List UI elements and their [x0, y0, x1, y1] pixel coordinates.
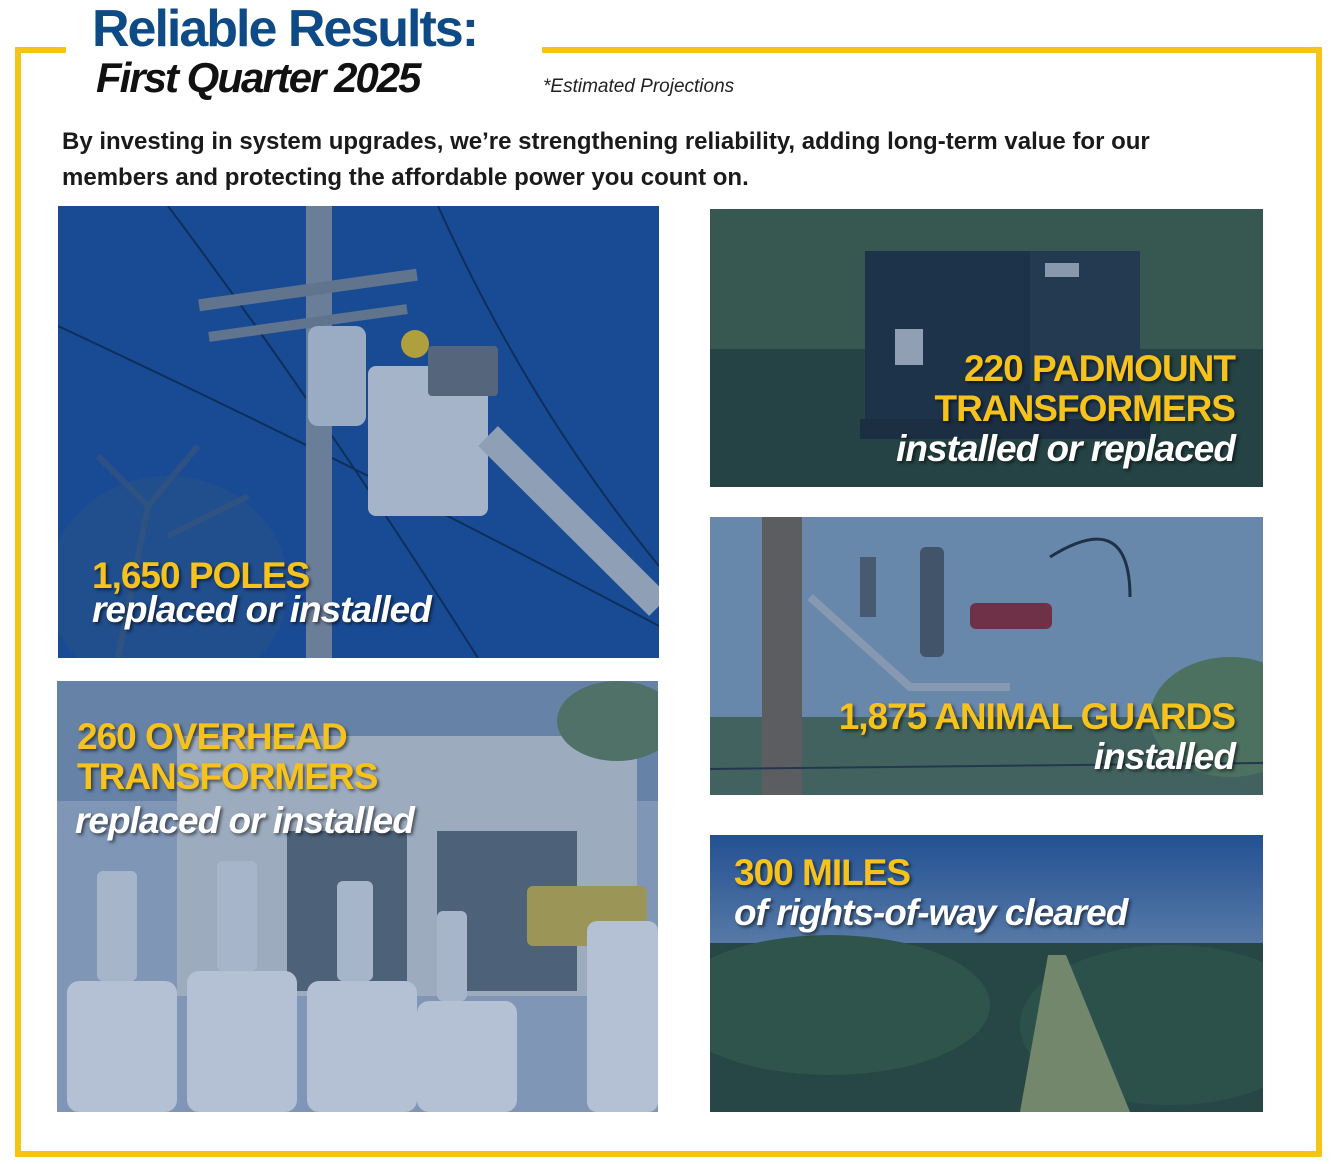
overhead-tile	[57, 681, 658, 1112]
padmount-tile	[710, 209, 1263, 487]
animal-guards-tile	[710, 517, 1263, 795]
padmount-description: installed or replaced	[896, 428, 1235, 469]
overhead-description: replaced or installed	[75, 800, 414, 841]
poles-description: replaced or installed	[92, 589, 431, 630]
animal-guards-description: installed	[1093, 736, 1235, 777]
miles-count: 300 MILES	[734, 852, 911, 893]
padmount-count: 220 PADMOUNT TRANSFORMERS	[934, 348, 1235, 429]
poles-tile	[58, 206, 659, 658]
miles-description: of rights-of-way cleared	[734, 892, 1128, 933]
rights-of-way-tile	[710, 835, 1263, 1112]
overhead-count: 260 OVERHEAD TRANSFORMERS	[77, 716, 378, 797]
estimate-note: *Estimated Projections	[543, 76, 735, 97]
intro-paragraph: By investing in system upgrades, we’re strengthening reliability, adding long-term value for our members and protecting the affordable power you count on.	[62, 128, 1150, 191]
animal-guards-count: 1,875 ANIMAL GUARDS	[838, 696, 1235, 737]
poles-count: 1,650 POLES	[92, 555, 310, 596]
page-subtitle: First Quarter 2025	[96, 54, 420, 101]
page-title: Reliable Results:	[92, 0, 478, 58]
